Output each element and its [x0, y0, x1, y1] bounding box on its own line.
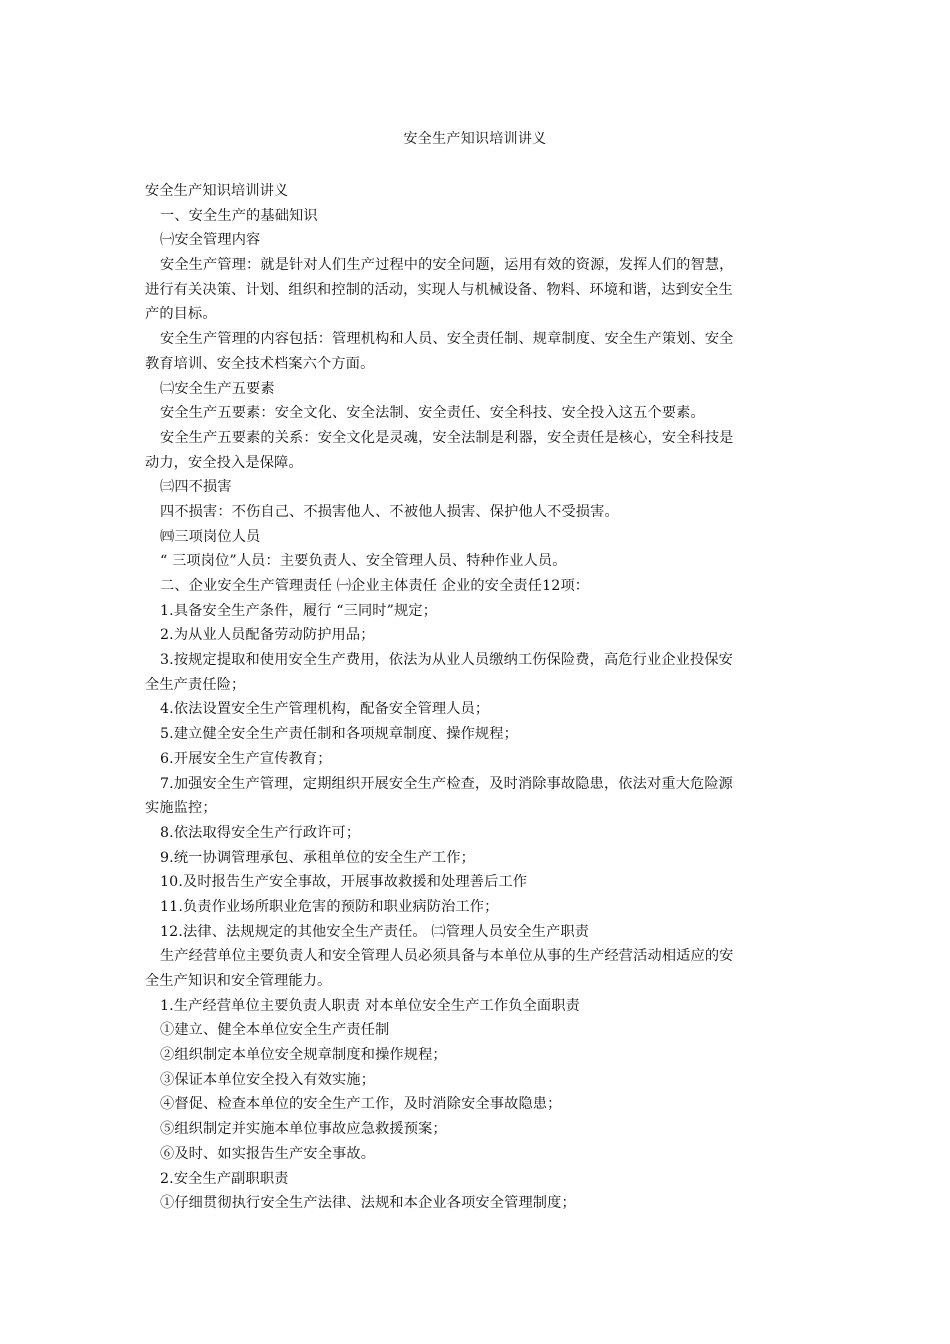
list-item: ⑤组织制定并实施本单位事故应急救援预案；: [160, 1121, 447, 1138]
list-item: ①建立、健全本单位安全生产责任制: [160, 1022, 390, 1039]
body-line: 进行有关决策、计划、组织和控制的活动，实现人与机械设备、物料、环境和谐，达到安全生: [145, 281, 733, 298]
document-title: 安全生产知识培训讲义: [403, 131, 547, 147]
list-item: 1.具备安全生产条件，履行 “三同时”规定；: [160, 602, 438, 619]
list-item: 4.依法设置安全生产管理机构，配备安全管理人员；: [160, 701, 490, 718]
body-line: 生产经营单位主要负责人和安全管理人员必须具备与本单位从事的生产经营活动相适应的安: [160, 948, 734, 965]
subsection-heading: ㈡安全生产五要素: [160, 380, 275, 397]
list-item: 5.建立健全安全生产责任制和各项规章制度、操作规程；: [160, 726, 518, 743]
list-item: ①仔细贯彻执行安全生产法律、法规和本企业各项安全管理制度；: [160, 1195, 576, 1212]
list-item: ③保证本单位安全投入有效实施；: [160, 1071, 376, 1088]
body-line: 安全生产五要素的关系：安全文化是灵魂，安全法制是利器，安全责任是核心，安全科技是: [160, 429, 734, 446]
list-item: 6.开展安全生产宣传教育；: [160, 750, 332, 767]
section-heading: 二、企业安全生产管理责任 ㈠企业主体责任 企业的安全责任12项：: [160, 578, 590, 594]
list-item: 12.法律、法规规定的其他安全生产责任。 ㈡管理人员安全生产职责: [160, 923, 590, 940]
body-line: 全生产知识和安全管理能力。: [145, 973, 332, 989]
body-line: 安全生产知识培训讲义: [145, 183, 289, 199]
list-item: ②组织制定本单位安全规章制度和操作规程；: [160, 1047, 447, 1064]
list-item: 10.及时报告生产安全事故，开展事故救援和处理善后工作: [160, 874, 528, 891]
body-line: 产的目标。: [145, 306, 217, 323]
list-item: 9.统一协调管理承包、承租单位的安全生产工作；: [160, 849, 475, 866]
list-item: 2.安全生产副职职责: [160, 1170, 289, 1187]
subsection-heading: ㈢四不损害: [160, 479, 232, 496]
list-item-continuation: 实施监控；: [145, 800, 217, 817]
list-item: 1.生产经营单位主要负责人职责 对本单位安全生产工作负全面职责: [160, 997, 580, 1014]
section-heading: 一、安全生产的基础知识: [160, 207, 318, 224]
document-body: [145, 179, 801, 1216]
body-line: 安全生产管理的内容包括：管理机构和人员、安全责任制、规章制度、安全生产策划、安全: [160, 331, 734, 348]
list-item: 11.负责作业场所职业危害的预防和职业病防治工作；: [160, 898, 499, 915]
list-item-continuation: 全生产责任险；: [145, 676, 246, 693]
subsection-heading: ㈣三项岗位人员: [160, 528, 261, 545]
list-item: 2.为从业人员配备劳动防护用品；: [160, 627, 375, 644]
body-line: 教育培训、安全技术档案六个方面。: [145, 355, 375, 372]
body-line: 动力，安全投入是保障。: [145, 454, 303, 471]
list-item: 8.依法取得安全生产行政许可；: [160, 824, 361, 841]
subsection-heading: ㈠安全管理内容: [160, 232, 261, 249]
body-line: “ 三项岗位”人员：主要负责人、安全管理人员、特种作业人员。: [160, 553, 567, 570]
list-item: 7.加强安全生产管理，定期组织开展安全生产检查，及时消除事故隐患，依法对重大危险源: [160, 775, 734, 792]
list-item: ④督促、检查本单位的安全生产工作，及时消除安全事故隐患；: [160, 1096, 562, 1113]
list-item: 3.按规定提取和使用安全生产费用，依法为从业人员缴纳工伤保险费，高危行业企业投保安: [160, 652, 734, 669]
body-line: 安全生产管理：就是针对人们生产过程中的安全问题，运用有效的资源，发挥人们的智慧，: [160, 257, 734, 274]
body-line: 安全生产五要素：安全文化、安全法制、安全责任、安全科技、安全投入这五个要素。: [160, 405, 705, 422]
body-line: 四不损害：不伤自己、不损害他人、不被他人损害、保护他人不受损害。: [160, 503, 619, 520]
list-item: ⑥及时、如实报告生产安全事故。: [160, 1145, 376, 1162]
